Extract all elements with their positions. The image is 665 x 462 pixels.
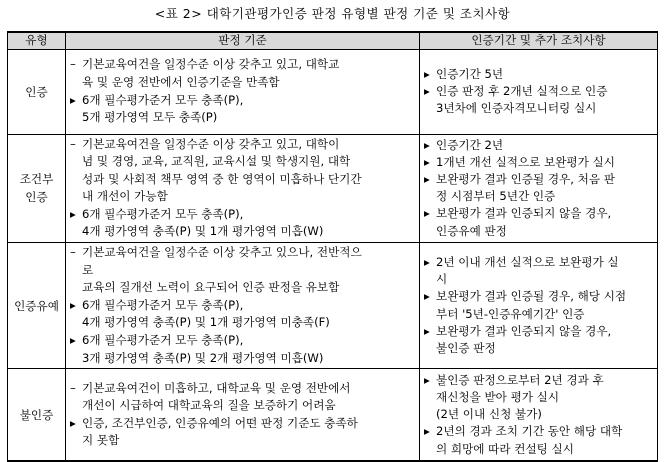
line-text: 3년차에 인증자격모니터링 실시 (436, 101, 597, 116)
text-line (424, 323, 654, 340)
text-line (424, 66, 654, 83)
line-text: 인증기간 5년 (436, 66, 504, 81)
header-criteria: 판정 기준 (66, 32, 420, 49)
text-line (70, 244, 416, 262)
line-text: 기본교육여건을 일정수준 이상 갖추고 있고, 대학교 (82, 57, 340, 72)
line-text: 불인증 판정 (436, 341, 496, 356)
line-text: 6개 필수평가준거 모두 충족(P), (82, 333, 244, 348)
actions-cell (420, 369, 658, 462)
line-text: 인증기간 2년 (436, 137, 504, 152)
text-line (424, 288, 654, 305)
table-row (8, 49, 658, 134)
text-line (70, 279, 416, 297)
text-line (424, 223, 654, 240)
criteria-cell (66, 243, 420, 369)
bullet-arrow-icon: ▸ (424, 323, 430, 338)
line-text: 기본교육여건을 일정수준 이상 갖추고 있으나, 전반적으 (82, 245, 362, 260)
line-text: 지 못함 (82, 433, 120, 448)
line-text: 보완평가 결과 인증되지 않을 경우, (436, 323, 612, 338)
bullet-arrow-icon: ▸ (424, 424, 430, 439)
type-label: 불인증 (19, 407, 54, 422)
line-text: 6개 필수평가준거 모두 충족(P), (82, 297, 244, 312)
type-label: 인증유예 (14, 298, 59, 313)
text-line (424, 137, 654, 154)
line-text: 정 시점부터 5년간 인증 (436, 189, 556, 204)
line-text: 6개 필수평가준거 모두 충족(P), (82, 206, 244, 221)
line-text: 교육의 질개선 노력이 요구되어 인증 판정을 유보함 (82, 280, 340, 295)
line-text: 6개 필수평가준거 모두 충족(P), (82, 92, 244, 107)
bullet-arrow-icon: ▸ (70, 206, 76, 221)
text-line (70, 56, 416, 74)
bullet-arrow-icon: ▸ (70, 92, 76, 107)
line-text: 기본교육여건이 미흡하고, 대학교육 및 운영 전반에서 (82, 380, 351, 395)
text-line (70, 92, 416, 110)
line-text: 의 희망에 따라 컨설팅 실시 (436, 441, 574, 456)
bullet-dash-icon: – (70, 57, 76, 72)
text-line (70, 223, 416, 241)
line-text: 3개 평가영역 충족(P) 및 2개 평가영역 미흡(W) (82, 350, 324, 365)
text-line (70, 153, 416, 171)
text-line (70, 350, 416, 368)
line-text: 육 및 운영 전반에서 인증기준을 만족함 (82, 74, 280, 89)
text-line (70, 380, 416, 398)
line-text: 인증유예 판정 (436, 223, 507, 238)
text-line (70, 262, 416, 280)
bullet-arrow-icon: ▸ (70, 297, 76, 312)
line-text: 1개년 개선 실적으로 보완평가 실시 (436, 154, 615, 169)
line-text: 시 (436, 272, 448, 287)
line-text: 기본교육여건을 일정수준 이상 갖추고 있고, 대학이 (82, 136, 340, 151)
text-line (424, 171, 654, 188)
text-line (424, 406, 654, 423)
criteria-cell (66, 49, 420, 134)
bullet-arrow-icon: ▸ (424, 154, 430, 169)
text-line (70, 432, 416, 450)
line-text: 개선이 시급하여 대학교육의 질을 보증하기 어려움 (82, 398, 336, 413)
line-text: 2년 이내 개선 실적으로 보완평가 실 (436, 255, 619, 270)
text-line (70, 332, 416, 350)
text-line (70, 415, 416, 433)
bullet-arrow-icon: ▸ (424, 172, 430, 187)
text-line (70, 74, 416, 92)
line-text: 2년의 경과 조치 기간 동안 해당 대학 (436, 424, 623, 439)
bullet-arrow-icon: ▸ (424, 83, 430, 98)
text-line (424, 271, 654, 288)
line-text: 보완평가 결과 인증될 경우, 처음 판 (436, 172, 615, 187)
type-label: 인증 (25, 190, 48, 205)
text-line (424, 441, 654, 458)
bullet-arrow-icon: ▸ (424, 289, 430, 304)
bullet-arrow-icon: ▸ (424, 255, 430, 270)
row-type-cell (8, 369, 66, 462)
bullet-dash-icon: – (70, 136, 76, 151)
text-line (70, 136, 416, 154)
table-caption: <표 2> 대학기관평가인증 판정 유형별 판정 기준 및 조치사항 (154, 6, 511, 21)
actions-cell (420, 243, 658, 369)
text-line (70, 297, 416, 315)
line-text: 4개 평가영역 충족(P) 및 1개 평가영역 미충족(F) (82, 315, 330, 330)
line-text: 부터 '5년-인증유예기간' 인증 (436, 306, 585, 321)
line-text: 보완평가 결과 인증될 경우, 해당 시점 (436, 289, 627, 304)
text-line (424, 83, 654, 100)
text-line (70, 397, 416, 415)
text-line (424, 205, 654, 222)
line-text: 인증 판정 후 2개년 실적으로 인증 (436, 83, 608, 98)
bullet-dash-icon: – (70, 245, 76, 260)
line-text: 로 (82, 262, 94, 277)
line-text: 5개 평가영역 모두 충족(P) (82, 110, 218, 125)
bullet-dash-icon: – (70, 380, 76, 395)
line-text: 내 개선이 가능함 (82, 189, 168, 204)
text-line (70, 206, 416, 224)
row-type-cell (8, 243, 66, 369)
type-label: 조건부 (19, 172, 54, 187)
type-label: 인증 (25, 84, 48, 99)
line-text: 인증, 조건부인증, 인증유예의 어떤 판정 기준도 충족하 (82, 415, 358, 430)
text-line (70, 109, 416, 127)
text-line (70, 314, 416, 332)
text-line (424, 306, 654, 323)
criteria-cell (66, 369, 420, 462)
actions-cell (420, 134, 658, 243)
header-type: 유형 (8, 32, 66, 49)
text-line (424, 423, 654, 440)
bullet-arrow-icon: ▸ (424, 372, 430, 387)
table-row (8, 369, 658, 462)
criteria-cell (66, 134, 420, 243)
text-line (424, 389, 654, 406)
bullet-arrow-icon: ▸ (70, 415, 76, 430)
text-line (70, 188, 416, 206)
table-row (8, 134, 658, 243)
table-row (8, 243, 658, 369)
line-text: 불인증 판정으로부터 2년 경과 후 (436, 372, 604, 387)
header-row (8, 32, 658, 49)
bullet-arrow-icon: ▸ (70, 333, 76, 348)
criteria-table (7, 31, 658, 462)
row-type-cell (8, 49, 66, 134)
text-line (424, 372, 654, 389)
text-line (424, 154, 654, 171)
bullet-arrow-icon: ▸ (424, 206, 430, 221)
text-line (424, 254, 654, 271)
line-text: 4개 평가영역 충족(P) 및 1개 평가영역 미흡(W) (82, 224, 324, 239)
line-text: 성과 및 사회적 책무 영역 중 한 영역이 미흡하나 단기간 (82, 171, 362, 186)
actions-cell (420, 49, 658, 134)
line-text: 념 및 경영, 교육, 교직원, 교육시설 및 학생지원, 대학 (82, 154, 351, 169)
header-actions: 인증기간 및 추가 조치사항 (420, 32, 658, 49)
text-line (424, 188, 654, 205)
line-text: 재신청을 받아 평가 실시 (436, 389, 560, 404)
line-text: 보완평가 결과 인증되지 않을 경우, (436, 206, 612, 221)
text-line (424, 340, 654, 357)
bullet-arrow-icon: ▸ (424, 137, 430, 152)
line-text: (2년 이내 신청 불가) (436, 407, 542, 422)
text-line (70, 171, 416, 189)
bullet-arrow-icon: ▸ (424, 66, 430, 81)
row-type-cell (8, 134, 66, 243)
text-line (424, 100, 654, 117)
